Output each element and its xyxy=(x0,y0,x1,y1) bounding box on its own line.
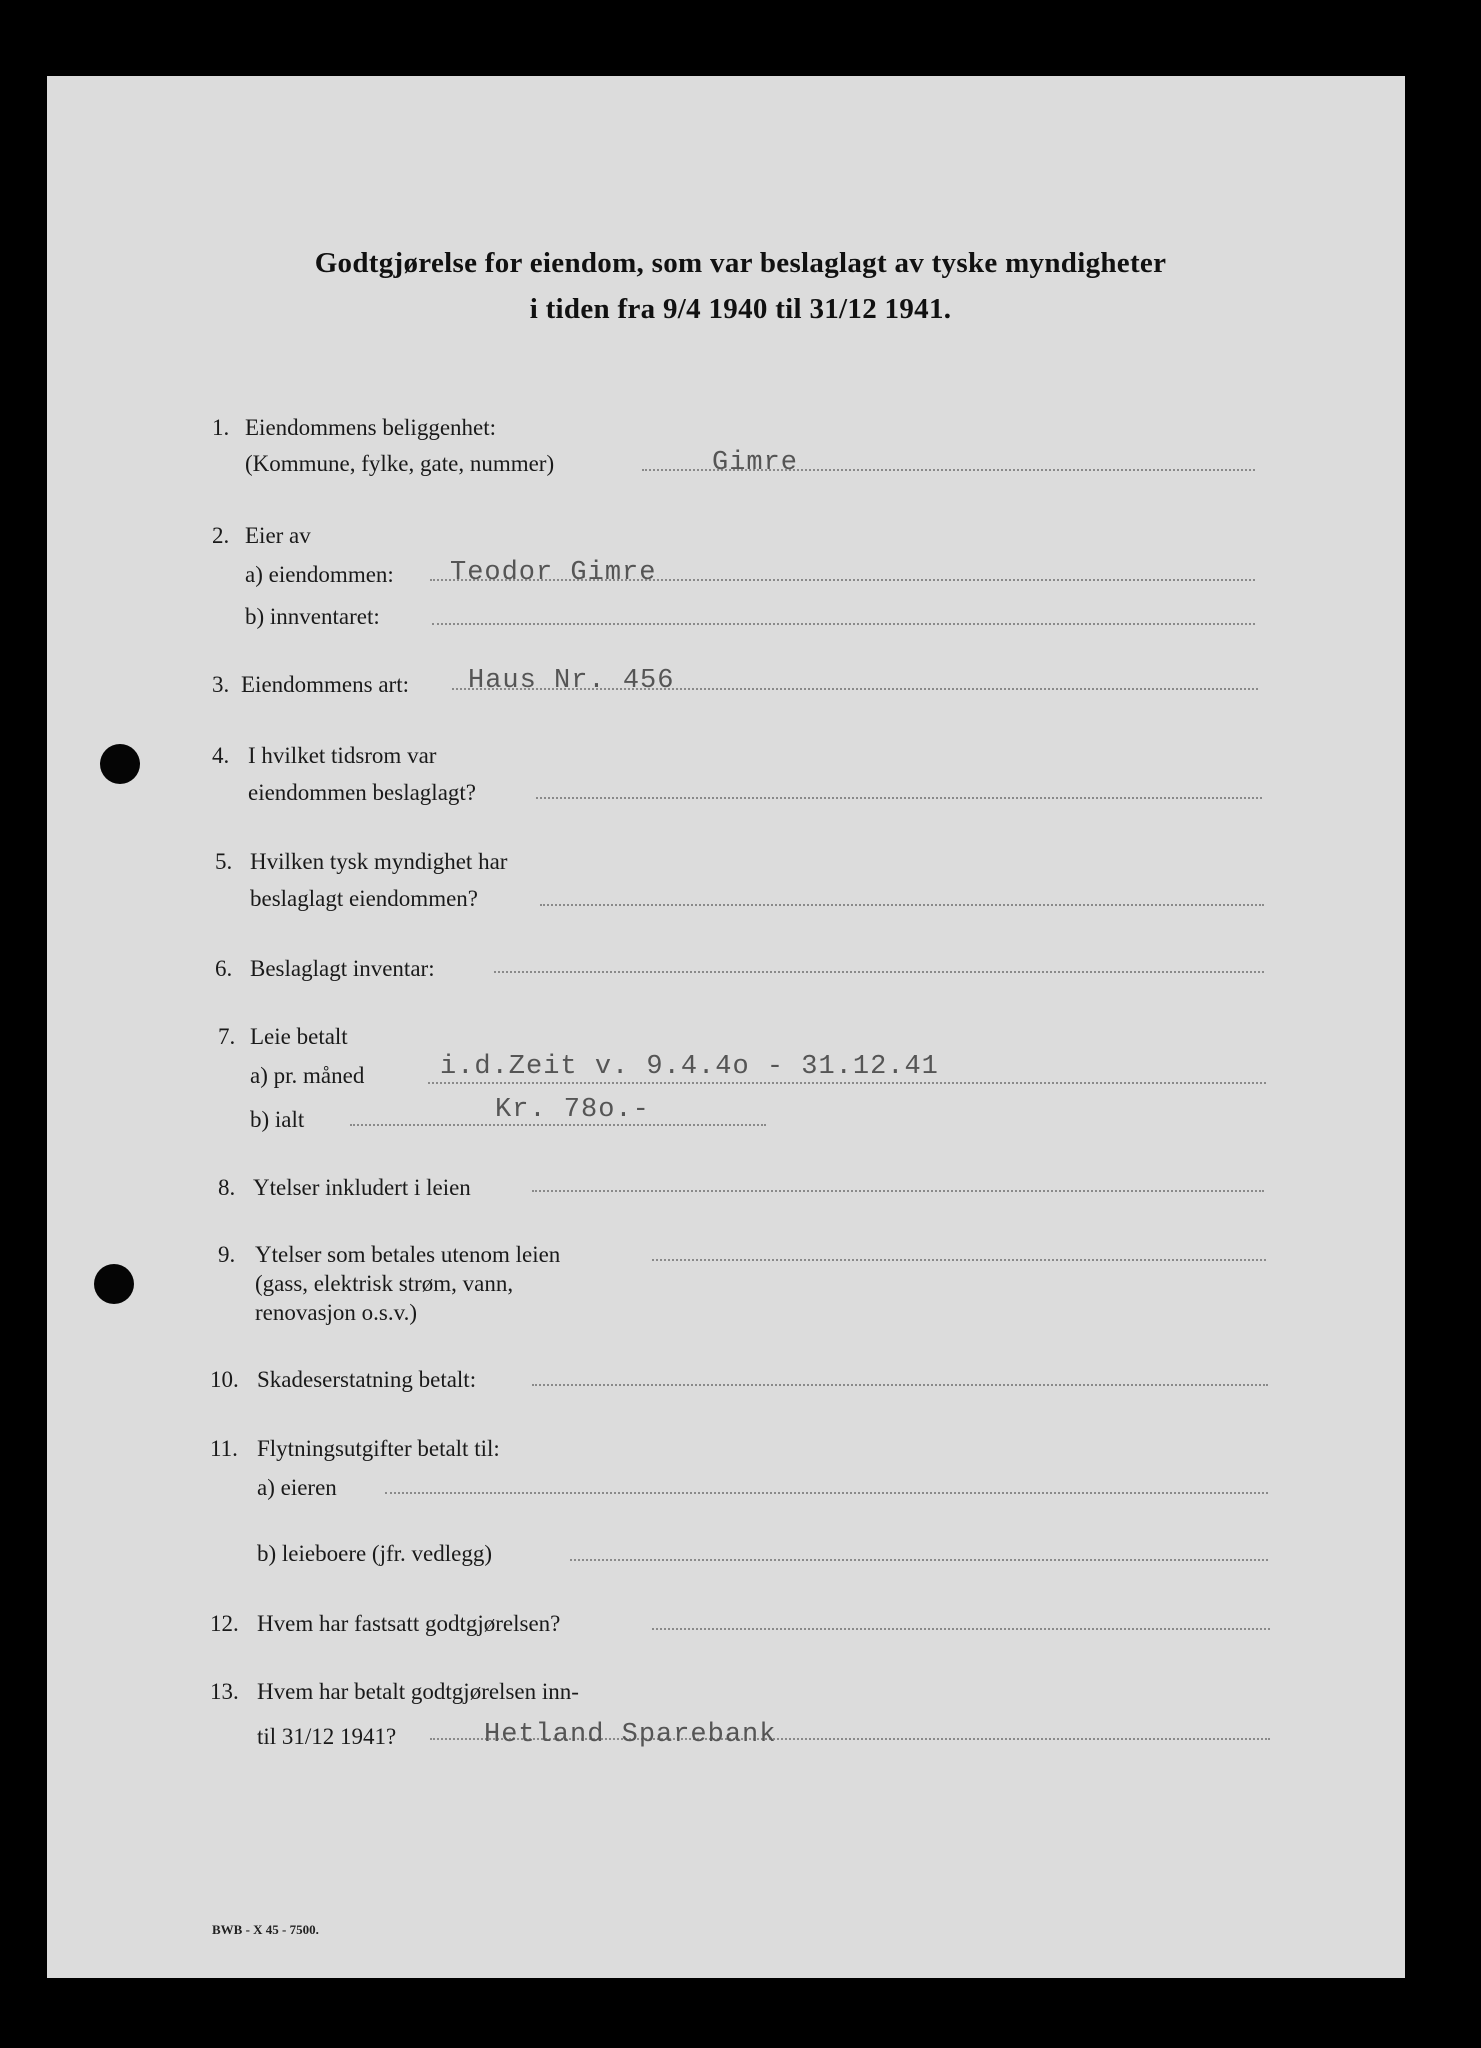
item-10-answer-line xyxy=(532,1384,1268,1386)
item-12-answer-line xyxy=(652,1628,1270,1630)
item-11-number: 11. xyxy=(210,1436,238,1461)
item-3-number: 3. xyxy=(212,672,230,697)
item-3-label: Eiendommens art: xyxy=(241,672,409,697)
item-12-label: Hvem har fastsatt godtgjørelsen? xyxy=(257,1611,561,1636)
item-2a-value: Teodor Gimre xyxy=(450,558,657,588)
item-7a-answer-line xyxy=(428,1082,1266,1084)
item-7-number: 7. xyxy=(218,1024,236,1049)
item-5-number: 5. xyxy=(215,849,233,874)
item-8-answer-line xyxy=(532,1190,1264,1192)
item-5-sublabel: beslaglagt eiendommen? xyxy=(250,886,479,911)
item-2-number: 2. xyxy=(212,523,230,548)
item-9-label: Ytelser som betales utenom leien xyxy=(255,1242,561,1267)
item-5-label: Hvilken tysk myndighet har xyxy=(250,849,508,874)
item-11a-answer-line xyxy=(385,1492,1268,1494)
item-9-sublabel-1: (gass, elektrisk strøm, vann, xyxy=(255,1271,514,1296)
item-13-sublabel: til 31/12 1941? xyxy=(257,1724,397,1749)
item-2-label: Eier av xyxy=(245,523,311,548)
item-2b-label: b) innventaret: xyxy=(245,604,380,629)
item-2b-answer-line xyxy=(432,623,1255,625)
item-10-label: Skadeserstatning betalt: xyxy=(257,1367,477,1392)
form-title-line-2: i tiden fra 9/4 1940 til 31/12 1941. xyxy=(529,293,952,325)
item-9-sublabel-2: renovasjon o.s.v.) xyxy=(255,1300,418,1325)
item-13-label: Hvem har betalt godtgjørelsen inn- xyxy=(257,1679,579,1704)
item-9-number: 9. xyxy=(218,1242,236,1267)
item-4-sublabel: eiendommen beslaglagt? xyxy=(248,780,477,805)
item-11-label: Flytningsutgifter betalt til: xyxy=(257,1436,500,1461)
item-1-label: Eiendommens beliggenhet: xyxy=(245,415,497,440)
item-5-answer-line xyxy=(540,904,1264,906)
item-7b-label: b) ialt xyxy=(250,1107,305,1132)
item-11a-label: a) eieren xyxy=(257,1475,337,1500)
item-4-number: 4. xyxy=(212,743,230,768)
item-12-number: 12. xyxy=(210,1611,239,1636)
item-7a-value: i.d.Zeit v. 9.4.4o - 31.12.41 xyxy=(440,1052,939,1082)
item-2a-label: a) eiendommen: xyxy=(245,562,394,587)
item-1-sublabel: (Kommune, fylke, gate, nummer) xyxy=(245,451,555,476)
item-7a-label: a) pr. måned xyxy=(250,1063,365,1088)
form-footer-code: BWB - X 45 - 7500. xyxy=(212,1922,319,1937)
item-11b-answer-line xyxy=(570,1559,1268,1561)
item-13-value: Hetland Sparebank xyxy=(484,1720,777,1750)
item-8-number: 8. xyxy=(218,1175,236,1200)
form-title-line-1: Godtgjørelse for eiendom, som var beslaglagt av tyske myndigheter xyxy=(314,247,1167,279)
item-13-number: 13. xyxy=(210,1679,239,1704)
item-1-value: Gimre xyxy=(712,448,799,478)
punch-hole xyxy=(100,744,140,784)
item-10-number: 10. xyxy=(210,1367,239,1392)
item-3-value: Haus Nr. 456 xyxy=(468,666,675,696)
item-11b-label: b) leieboere (jfr. vedlegg) xyxy=(257,1541,492,1566)
item-7-label: Leie betalt xyxy=(250,1024,348,1049)
item-6-number: 6. xyxy=(215,956,233,981)
item-6-label: Beslaglagt inventar: xyxy=(250,956,435,981)
punch-hole xyxy=(94,1264,134,1304)
item-8-label: Ytelser inkludert i leien xyxy=(253,1175,471,1200)
item-9-answer-line xyxy=(652,1259,1266,1261)
item-7b-value: Kr. 78o.- xyxy=(495,1095,650,1125)
item-6-answer-line xyxy=(494,971,1264,973)
item-1-number: 1. xyxy=(212,415,230,440)
item-4-label: I hvilket tidsrom var xyxy=(248,743,437,768)
item-4-answer-line xyxy=(536,797,1262,799)
